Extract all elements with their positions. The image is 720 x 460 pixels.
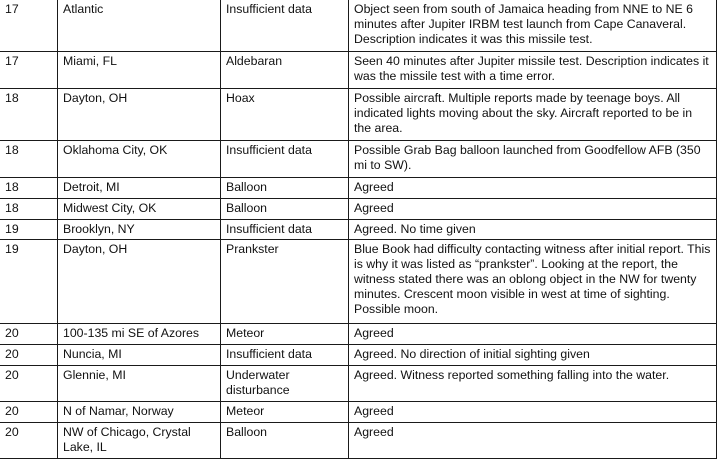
comment-cell: Agreed	[349, 178, 717, 199]
location-cell: Detroit, MI	[58, 178, 221, 199]
day-cell: 20	[0, 345, 58, 366]
location-cell: 100-135 mi SE of Azores	[58, 324, 221, 345]
comment-cell: Possible aircraft. Multiple reports made by teenage boys. All indicated lights moving about the sky. Aircraft reported to be in the area.	[349, 89, 717, 141]
evaluation-cell: Meteor	[221, 324, 349, 345]
table-row	[0, 0, 717, 52]
table-row	[0, 402, 717, 423]
comment-cell: Object seen from south of Jamaica heading from NNE to NE 6 minutes after Jupiter IRBM test launch from Cape Canaveral. Description indicates it was this missile test.	[349, 0, 717, 52]
evaluation-cell: Prankster	[221, 240, 349, 324]
evaluation-cell: Hoax	[221, 89, 349, 141]
day-cell: 20	[0, 423, 58, 459]
day-cell: 17	[0, 0, 58, 52]
evaluation-cell: Balloon	[221, 423, 349, 459]
day-cell: 19	[0, 240, 58, 324]
table-row	[0, 220, 717, 240]
table-row	[0, 423, 717, 459]
day-cell: 20	[0, 324, 58, 345]
day-cell: 18	[0, 178, 58, 199]
comment-cell: Possible Grab Bag balloon launched from Goodfellow AFB (350 mi to SW).	[349, 141, 717, 178]
evaluation-cell: Underwater disturbance	[221, 366, 349, 402]
table-row	[0, 52, 717, 89]
day-cell: 18	[0, 89, 58, 141]
location-cell: Oklahoma City, OK	[58, 141, 221, 178]
evaluation-cell: Insufficient data	[221, 141, 349, 178]
day-cell: 17	[0, 52, 58, 89]
location-cell: Glennie, MI	[58, 366, 221, 402]
comment-cell: Agreed	[349, 199, 717, 220]
table-row	[0, 345, 717, 366]
comment-cell: Agreed	[349, 402, 717, 423]
evaluation-cell: Balloon	[221, 199, 349, 220]
day-cell: 20	[0, 402, 58, 423]
comment-cell: Blue Book had difficulty contacting witness after initial report. This is why it was listed as “prankster”. Looking at the report, the witness stated there was an oblong object in the NW for twenty minutes. Crescent moon visible in west at time of sighting. Possible moon.	[349, 240, 717, 324]
location-cell: Atlantic	[58, 0, 221, 52]
location-cell: Midwest City, OK	[58, 199, 221, 220]
day-cell: 18	[0, 199, 58, 220]
location-cell: N of Namar, Norway	[58, 402, 221, 423]
location-cell: NW of Chicago, Crystal Lake, IL	[58, 423, 221, 459]
table-row	[0, 366, 717, 402]
day-cell: 18	[0, 141, 58, 178]
comment-cell: Agreed. Witness reported something falling into the water.	[349, 366, 717, 402]
evaluation-cell: Balloon	[221, 178, 349, 199]
comment-cell: Agreed. No direction of initial sighting given	[349, 345, 717, 366]
table-row	[0, 199, 717, 220]
evaluation-cell: Aldebaran	[221, 52, 349, 89]
table-row	[0, 324, 717, 345]
day-cell: 19	[0, 220, 58, 240]
evaluation-cell: Insufficient data	[221, 345, 349, 366]
location-cell: Nuncia, MI	[58, 345, 221, 366]
comment-cell: Agreed	[349, 423, 717, 459]
evaluation-cell: Insufficient data	[221, 0, 349, 52]
comment-cell: Agreed. No time given	[349, 220, 717, 240]
location-cell: Dayton, OH	[58, 89, 221, 141]
location-cell: Miami, FL	[58, 52, 221, 89]
day-cell: 20	[0, 366, 58, 402]
comment-cell: Agreed	[349, 324, 717, 345]
evaluation-cell: Meteor	[221, 402, 349, 423]
table-row	[0, 240, 717, 324]
comment-cell: Seen 40 minutes after Jupiter missile test. Description indicates it was the missile test with a time error.	[349, 52, 717, 89]
table-row	[0, 141, 717, 178]
table-row	[0, 178, 717, 199]
evaluation-cell: Insufficient data	[221, 220, 349, 240]
location-cell: Brooklyn, NY	[58, 220, 221, 240]
location-cell: Dayton, OH	[58, 240, 221, 324]
table-row	[0, 89, 717, 141]
